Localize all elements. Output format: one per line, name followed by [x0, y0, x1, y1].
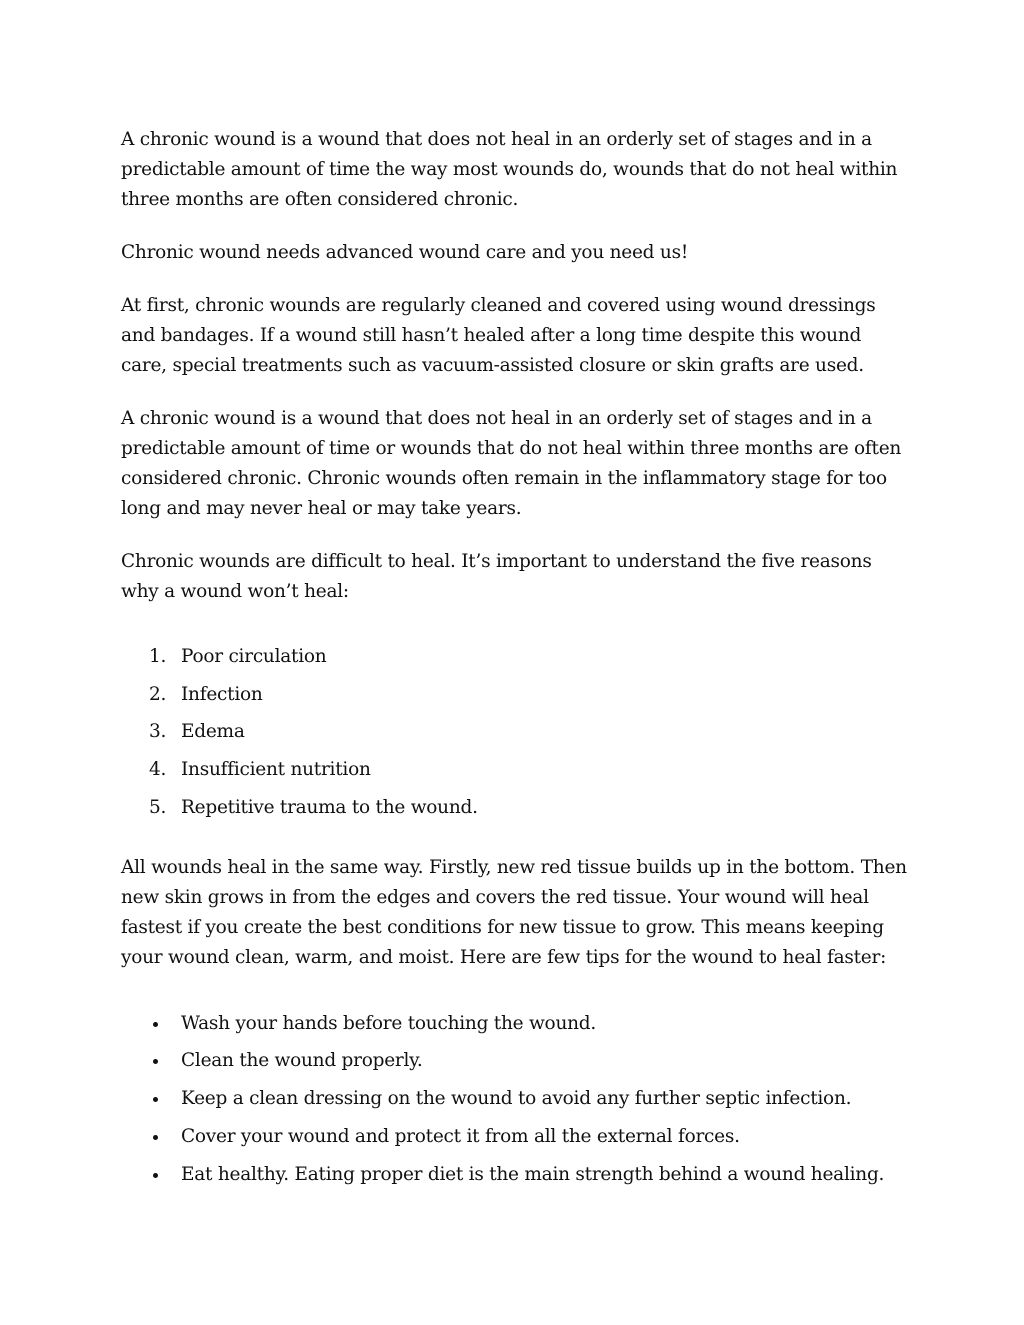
paragraph-healing-process: All wounds heal in the same way. Firstly, new red tissue builds up in the bottom. Then new skin grows in from the edges and covers the red tissue. Your wound will heal fastest if you create the best conditions for new tissue to grow. This means keeping your wound clean, warm, and moist. Here are few tips for the wound to heal faster:: [121, 856, 907, 968]
paragraph-inflammatory-stage: A chronic wound is a wound that does not heal in an orderly set of stages and in a predictable amount of time or wounds that do not heal within three months are often considered chronic. Chronic wounds often remain in the inflammatory stage for too long and may never heal or may take years.: [121, 408, 902, 519]
paragraph-chronic-wound-definition: A chronic wound is a wound that does not heal in an orderly set of stages and in a predictable amount of time the way most wounds do, wounds that do not heal within three months are often considered chronic.: [121, 129, 898, 210]
list-item: [121, 755, 911, 785]
bullet-icon: [153, 1173, 158, 1178]
list-item-text: Edema: [181, 721, 245, 743]
bullet-icon: [153, 1059, 158, 1064]
bullet-icon: [153, 1135, 158, 1140]
list-item: [121, 1009, 911, 1039]
list-number: 2.: [149, 683, 167, 705]
paragraph-reasons-intro: Chronic wounds are difficult to heal. It’s important to understand the five reasons why a wound won’t heal:: [121, 551, 872, 602]
list-number: 5.: [149, 796, 167, 818]
list-item: [121, 642, 911, 672]
paragraph-advanced-care: Chronic wound needs advanced wound care and you need us!: [121, 242, 688, 263]
paragraph-treatment: At first, chronic wounds are regularly cleaned and covered using wound dressings and bandages. If a wound still hasn’t healed after a long time despite this wound care, special treatments such as vacuum-assisted closure or skin grafts are used.: [121, 295, 876, 376]
list-item: [121, 1160, 911, 1190]
list-item-text: Eat healthy. Eating proper diet is the main strength behind a wound healing.: [181, 1163, 885, 1185]
list-item-text: Repetitive trauma to the wound.: [181, 796, 478, 818]
list-item-text: Clean the wound properly.: [181, 1050, 423, 1072]
list-item: [121, 717, 911, 747]
bullet-icon: [153, 1097, 158, 1102]
list-item-text: Keep a clean dressing on the wound to avoid any further septic infection.: [181, 1088, 852, 1110]
list-item: [121, 793, 911, 823]
list-number: 3.: [149, 721, 167, 743]
list-item: [121, 1046, 911, 1076]
list-item-text: Insufficient nutrition: [181, 759, 371, 781]
list-number: 4.: [149, 759, 167, 781]
reasons-list: [121, 642, 911, 823]
bullet-icon: [153, 1022, 158, 1027]
list-item-text: Infection: [181, 683, 263, 705]
tips-list: [121, 1009, 911, 1190]
list-item: [121, 1084, 911, 1114]
list-number: 1.: [149, 646, 167, 667]
list-item-text: Poor circulation: [181, 646, 327, 667]
list-item-text: Wash your hands before touching the wound.: [181, 1012, 596, 1034]
document-page: [121, 125, 911, 1197]
list-item-text: Cover your wound and protect it from all the external forces.: [181, 1125, 740, 1147]
list-item: [121, 1122, 911, 1152]
list-item: [121, 680, 911, 710]
